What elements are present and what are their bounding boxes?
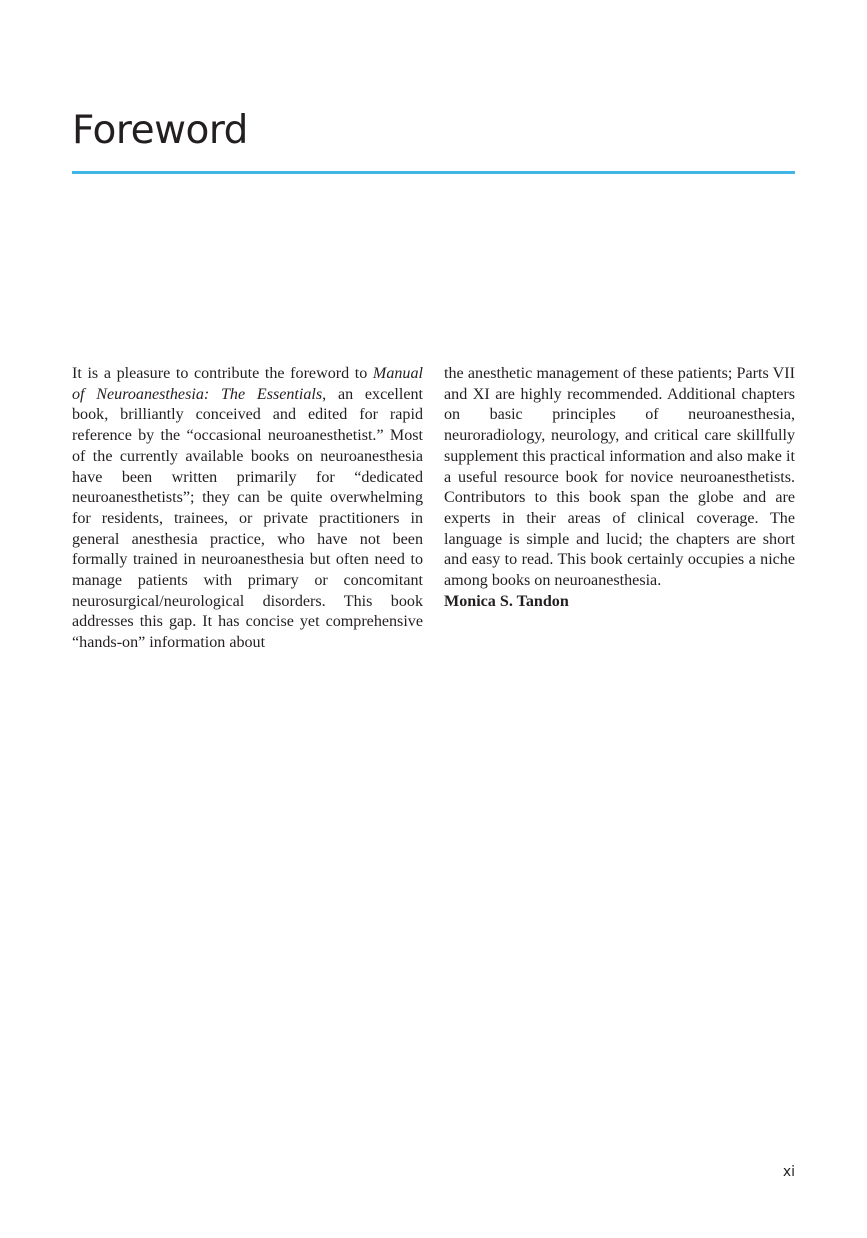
book-title: Manual of Neuroanesthesia: The Essentials xyxy=(72,365,423,403)
page-title: Foreword xyxy=(72,108,248,153)
foreword-paragraph-left xyxy=(72,364,423,654)
left-column xyxy=(72,364,423,654)
author-signature: Monica S. Tandon xyxy=(444,592,569,610)
foreword-paragraph-right: the anesthetic management of these patients; Parts VII and XI are highly recommended. Additional chapters on basic principles of neuroanesthesia, neuroradiology, neurology, and critical care skillfully supplement this practical information and also make it a useful resource book for novice neuroanesthetists. Contributors to this book span the globe and are experts in their areas of clinical coverage. The language is simple and lucid; the chapters are short and easy to read. This book certainly occupies a niche among books on neuroanesthesia. xyxy=(444,365,795,590)
right-column xyxy=(444,364,795,612)
left-body-text: , an excellent book, brilliantly conceived and edited for rapid reference by the “occasional neuroanesthetist.” Most of the currently available books on neuroanesthesia have been written primarily for “dedicated neuroanesthetists”; they can be quite overwhelming for residents, trainees, or private practitioners in general anesthesia practice, who have not been formally trained in neuroanesthesia but often need to manage patients with primary or concomitant neurosurgical/neurological disorders. This book addresses this gap. It has concise yet comprehensive “hands-on” information about xyxy=(72,385,423,652)
title-rule xyxy=(72,171,795,174)
intro-text: It is a pleasure to contribute the foreword to xyxy=(72,365,373,382)
page-number: xi xyxy=(782,1164,795,1180)
